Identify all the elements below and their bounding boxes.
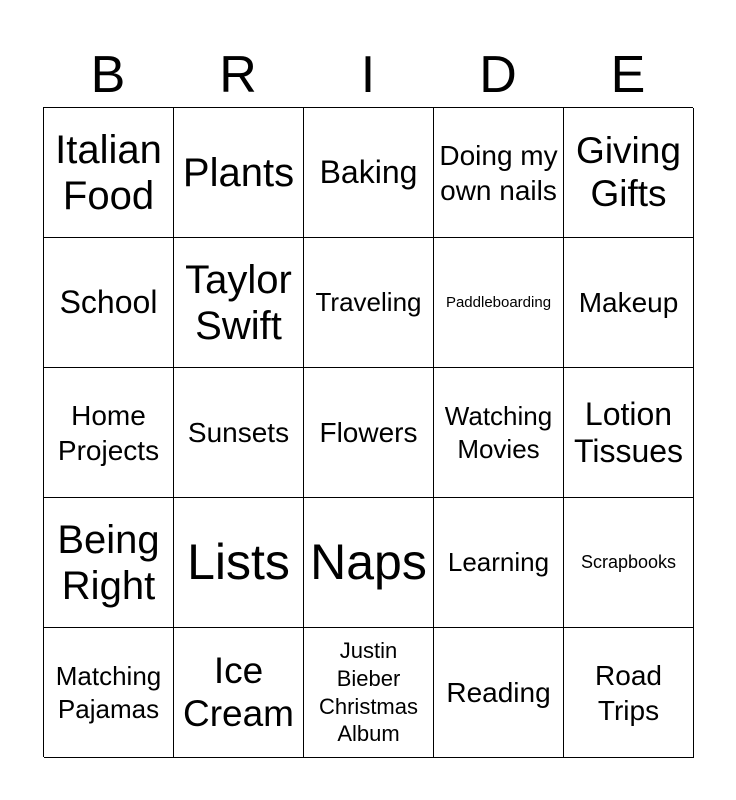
bingo-cell: Home Projects — [44, 368, 174, 498]
bingo-cell: Being Right — [44, 498, 174, 628]
bingo-cell: Paddleboarding — [434, 238, 564, 368]
bingo-cell: Taylor Swift — [174, 238, 304, 368]
bingo-cell: Baking — [304, 108, 434, 238]
bingo-cell: Flowers — [304, 368, 434, 498]
header-letter-r: R — [219, 46, 257, 104]
bingo-cell: Watching Movies — [434, 368, 564, 498]
bingo-cell: Road Trips — [564, 628, 694, 758]
bingo-cell: Scrapbooks — [564, 498, 694, 628]
bingo-cell: Reading — [434, 628, 564, 758]
bingo-header — [43, 42, 693, 108]
bingo-cell: Naps — [304, 498, 434, 628]
bingo-cell: Justin Bieber Christmas Album — [304, 628, 434, 758]
bingo-cell: Ice Cream — [174, 628, 304, 758]
header-letter-d: D — [479, 46, 517, 104]
bingo-cell: Italian Food — [44, 108, 174, 238]
bingo-cell: Learning — [434, 498, 564, 628]
bingo-grid — [43, 107, 693, 757]
bingo-cell: Traveling — [304, 238, 434, 368]
bingo-cell: Matching Pajamas — [44, 628, 174, 758]
bingo-cell: Giving Gifts — [564, 108, 694, 238]
bingo-cell: School — [44, 238, 174, 368]
bingo-cell: Lists — [174, 498, 304, 628]
bingo-cell: Plants — [174, 108, 304, 238]
bingo-cell: Sunsets — [174, 368, 304, 498]
header-letter-b: B — [90, 46, 126, 104]
bingo-cell: Makeup — [564, 238, 694, 368]
bingo-cell: Doing my own nails — [434, 108, 564, 238]
header-letter-i: I — [360, 46, 376, 104]
header-letter-e: E — [610, 46, 646, 104]
bingo-cell: Lotion Tissues — [564, 368, 694, 498]
